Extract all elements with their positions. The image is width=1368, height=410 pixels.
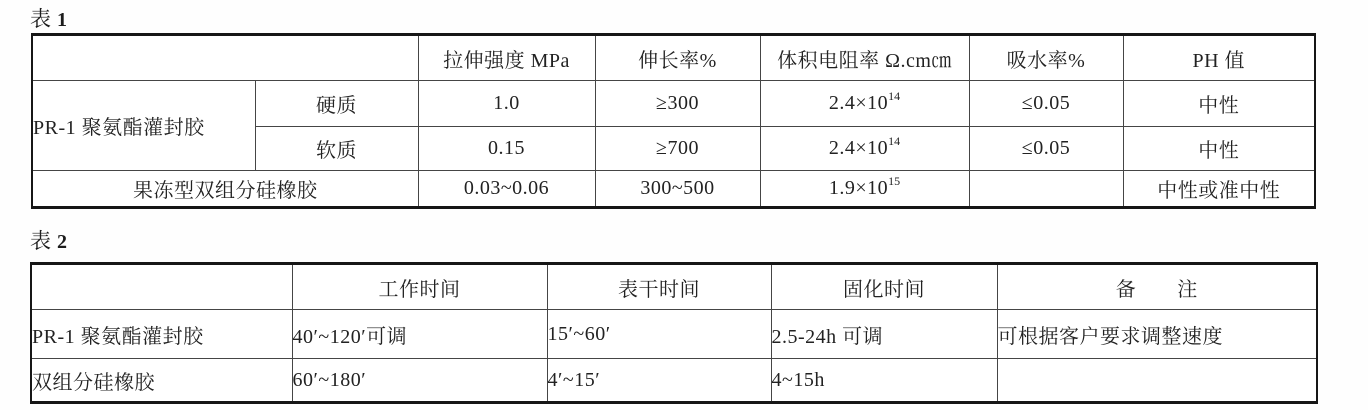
table2-row-pu-adhesive [31, 310, 1317, 359]
table1-properties-table [31, 33, 1316, 209]
table1-jelly-resistivity [760, 171, 969, 208]
table1-row-jelly-silicone [32, 171, 1315, 208]
table1-hard-elongation: ≥300 [595, 81, 760, 127]
table2-pu-work-time: 40′~120′可调 [292, 310, 547, 359]
table1-soft-elongation: ≥700 [595, 127, 760, 171]
table2-header-empty-cell [31, 264, 292, 310]
table1-header-volume-resistivity: 体积电阻率 Ω.cm㎝ [760, 35, 969, 81]
table1-caption-number: 1 [57, 9, 68, 31]
table1-header-row [32, 35, 1315, 81]
table1-jelly-elongation: 300~500 [595, 171, 760, 208]
table2-caption-prefix: 表 [30, 229, 52, 253]
table2-silicone-work-time: 60′~180′ [292, 359, 547, 403]
table2-header-remark: 备 注 [997, 264, 1317, 310]
table1-header-ph-value: PH 值 [1123, 35, 1315, 81]
table2-silicone-label: 双组分硅橡胶 [31, 359, 292, 403]
table1-row-hard [32, 81, 1315, 127]
table2-silicone-remark-empty [997, 359, 1317, 403]
table1-caption-prefix: 表 [30, 7, 52, 31]
table2-pu-cure-time: 2.5-24h 可调 [771, 310, 997, 359]
table2-header-row [31, 264, 1317, 310]
table1-jelly-tensile: 0.03~0.06 [418, 171, 595, 208]
table1-hard-absorption: ≤0.05 [969, 81, 1123, 127]
table2-pu-remark: 可根据客户要求调整速度 [997, 310, 1317, 359]
table2-header-work-time: 工作时间 [292, 264, 547, 310]
table1-soft-tensile: 0.15 [418, 127, 595, 171]
table2-caption-number: 2 [57, 231, 68, 253]
table1-hard-resistivity-base: 2.4×10 [828, 92, 889, 114]
table1-jelly-absorption-empty [969, 171, 1123, 208]
table1-soft-absorption: ≤0.05 [969, 127, 1123, 171]
table2-header-tack-free-time: 表干时间 [547, 264, 771, 310]
table1-hard-resistivity-exponent: 14 [888, 89, 901, 104]
table1-hard-tensile: 1.0 [418, 81, 595, 127]
table1-soft-ph: 中性 [1123, 127, 1315, 171]
table2-pu-tack-free-time: 15′~60′ [547, 310, 771, 359]
table1-group-label-pu-adhesive: PR-1 聚氨酯灌封胶 [32, 81, 255, 171]
table1-soft-resistivity [760, 127, 969, 171]
table2-silicone-tack-free-time: 4′~15′ [547, 359, 771, 403]
table1-hard-variant: 硬质 [255, 81, 418, 127]
table1-jelly-label: 果冻型双组分硅橡胶 [32, 171, 418, 208]
table1-soft-resistivity-base: 2.4×10 [828, 137, 889, 159]
table1-jelly-resistivity-base: 1.9×10 [828, 177, 889, 199]
table1-hard-resistivity [760, 81, 969, 127]
table1-header-water-absorption: 吸水率% [969, 35, 1123, 81]
table1-jelly-resistivity-exponent: 15 [888, 174, 901, 189]
table2-curing-times-table [30, 262, 1318, 404]
table2-pu-label: PR-1 聚氨酯灌封胶 [31, 310, 292, 359]
table1-hard-ph: 中性 [1123, 81, 1315, 127]
table2-caption [30, 225, 68, 255]
table1-header-empty-cell [32, 35, 418, 81]
table1-caption [30, 3, 68, 33]
table2-silicone-cure-time: 4~15h [771, 359, 997, 403]
table1-header-elongation: 伸长率% [595, 35, 760, 81]
table1-header-tensile-strength: 拉伸强度 MPa [418, 35, 595, 81]
table1-soft-resistivity-exponent: 14 [888, 134, 901, 149]
table1-jelly-ph: 中性或准中性 [1123, 171, 1315, 208]
table2-header-cure-time: 固化时间 [771, 264, 997, 310]
table1-soft-variant: 软质 [255, 127, 418, 171]
table2-row-silicone [31, 359, 1317, 403]
